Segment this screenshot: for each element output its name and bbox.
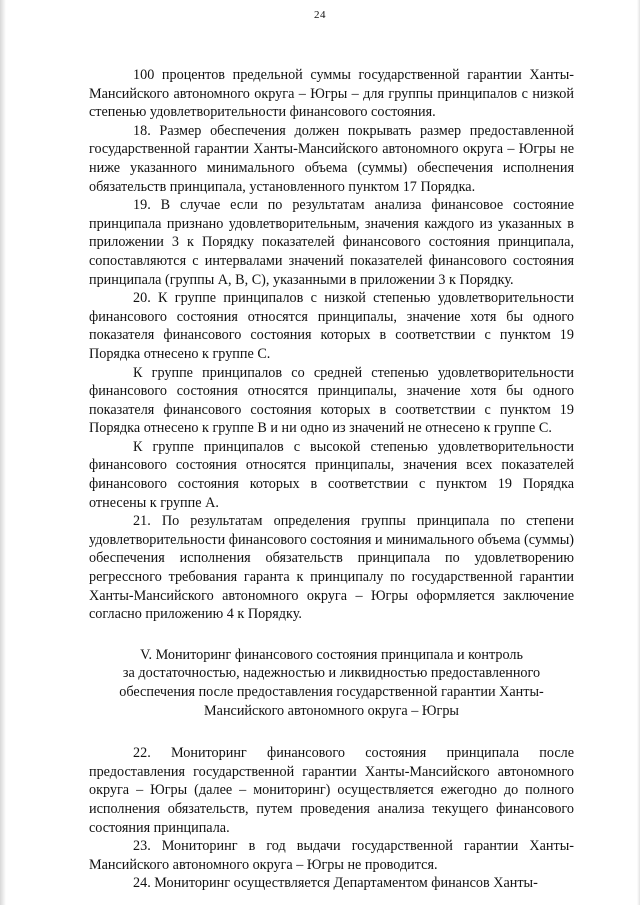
section-heading-line: за достаточностью, надежностью и ликвидностью предоставленного bbox=[122, 665, 541, 682]
paragraph-20: 20. К группе принципалов с низкой степенью удовлетворительности финансового состояния относятся принципалы, значение хотя бы одного показателя финансового состояния которых в соответствии с пунктом 19 Порядка отнесено к группе C. bbox=[89, 290, 574, 362]
section-heading-v bbox=[89, 646, 574, 720]
paragraph-continuation: 100 процентов предельной суммы государственной гарантии Ханты-Мансийского автономного округа – Югры – для группы принципалов с низкой степенью удовлетворительности финансового состояния. bbox=[89, 67, 574, 121]
paragraph-23: 23. Мониторинг в год выдачи государственной гарантии Ханты-Мансийского автономного округа – Югры не проводится. bbox=[89, 838, 574, 873]
page-number: 24 bbox=[314, 9, 326, 21]
section-heading-line: обеспечения после предоставления государственной гарантии Ханты- bbox=[119, 684, 544, 700]
section-heading-line: V. Мониторинг финансового состояния принципала и контроль bbox=[140, 646, 523, 663]
section-heading-line: Мансийского автономного округа – Югры bbox=[204, 702, 459, 719]
paragraph-22: 22. Мониторинг финансового состояния принципала после предоставления государственной гарантии Ханты-Мансийского автономного округа – Югры (далее – мониторинг) осуществляется ежегодно до полного исполнения обязательств, путем проведения анализа текущего финансового состояния принципала. bbox=[89, 745, 574, 836]
scan-left-edge bbox=[0, 0, 6, 905]
paragraph-20-middle-group: К группе принципалов со средней степенью удовлетворительности финансового состояния относятся принципалы, значение хотя бы одного показателя финансового состояния которых в соответствии с пунктом 19 Порядка отнесено к группе B и ни одно из значений не отнесено к группе C. bbox=[89, 364, 574, 437]
paragraph-24: 24. Мониторинг осуществляется Департаментом финансов Ханты- bbox=[133, 875, 538, 892]
paragraph-20-high-group: К группе принципалов с высокой степенью удовлетворительности финансового состояния относятся принципалы, значения всех показателей финансового состояния которых в соответствии с пунктом 19 Порядка отнесены к группе A. bbox=[89, 438, 574, 511]
document-body bbox=[89, 66, 574, 893]
paragraph-18: 18. Размер обеспечения должен покрывать размер предоставленной государственной гарантии Ханты-Мансийского автономного округа – Югры не ниже указанного минимального объема (суммы) обеспечения исполнения обязательств принципала, установленного пунктом 17 Порядка. bbox=[89, 122, 574, 195]
paragraph-19: 19. В случае если по результатам анализа финансовое состояние принципала признано удовлетворительным, значения каждого из указанных в приложении 3 к Порядку показателей финансового состояния принципала, сопоставляются с интервалами значений показателей финансового состояния принципала (группы A, B, C), указанными в приложении 3 к Порядку. bbox=[89, 197, 574, 288]
paragraph-21: 21. По результатам определения группы принципала по степени удовлетворительности финансового состояния и минимального объема (суммы) обеспечения исполнения обязательств принципала по удовлетворению регрессного требования гаранта к принципалу по государственной гарантии Ханты-Мансийского автономного округа – Югры оформляется заключение согласно приложению 4 к Порядку. bbox=[89, 513, 574, 623]
